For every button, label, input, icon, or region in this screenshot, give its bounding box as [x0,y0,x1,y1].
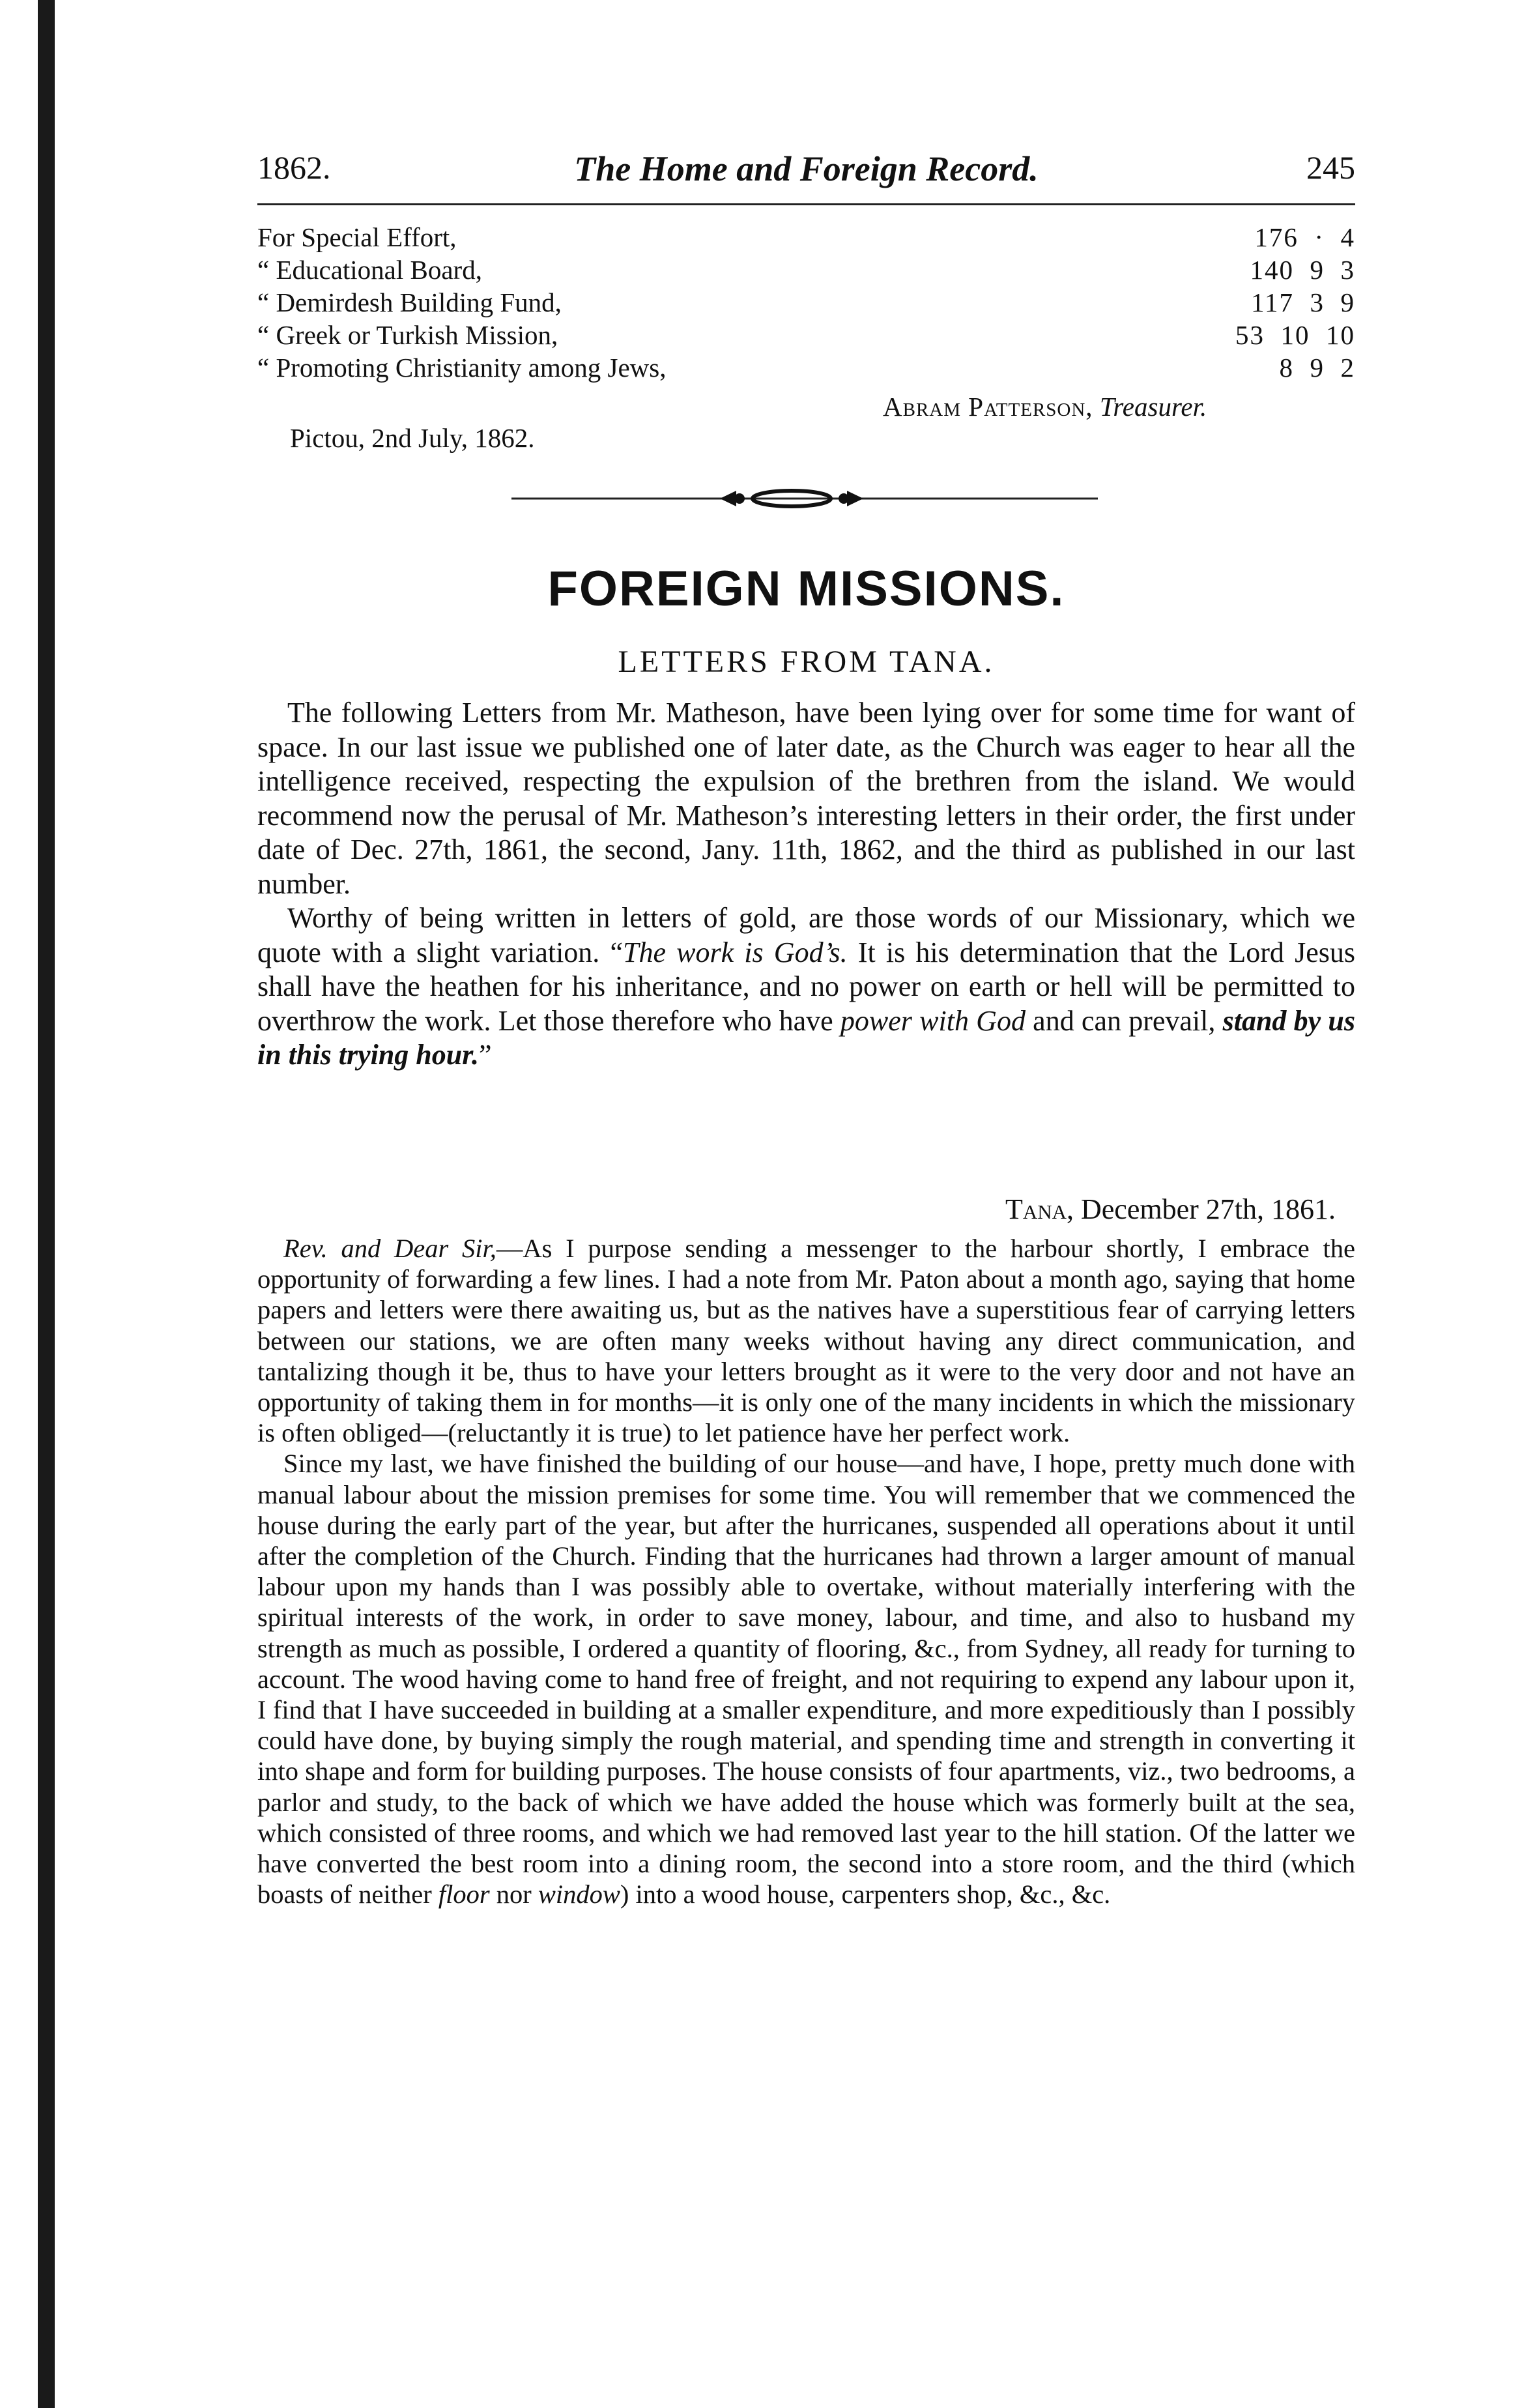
header-year: 1862. [257,149,331,186]
intro-text [257,696,1355,1073]
account-row [257,254,1355,287]
dateline: Pictou, 2nd July, 1862. [290,423,535,453]
header-rule [257,203,1355,205]
journal-title: The Home and Foreign Record. [574,149,1039,188]
account-row [257,287,1355,319]
italic-quote: The work is God’s. [622,936,848,968]
account-amount: 117 3 9 [1251,287,1355,317]
italic-word: floor [438,1879,490,1909]
account-amount: 8 9 2 [1279,353,1355,383]
account-amount: 53 10 10 [1235,320,1355,350]
ornamental-divider [511,486,1098,512]
text-run: It is his determination that the Lord Jesus shall have the heathen for his inheritance, and no power on earth or hell will be permitted to overthrow the work. Let those therefore who have [257,936,1355,1037]
page-binding-edge [38,0,55,2408]
account-row [257,222,1355,254]
salutation: Rev. and Dear Sir, [283,1234,496,1263]
account-label: “ Demirdesh Building Fund, [257,287,562,317]
emphasis-phrase: stand by us in this trying hour. [257,1004,1355,1071]
section-subtitle: LETTERS FROM TANA. [618,645,995,679]
account-label: “ Greek or Turkish Mission, [257,320,558,350]
treasurer-signature [883,391,1207,422]
italic-word: window [538,1879,620,1909]
account-amount: 176 · 4 [1254,222,1355,252]
text-run: ) into a wood house, carpenters shop, &c., &c. [620,1879,1111,1909]
page-number: 245 [1306,149,1355,186]
account-row [257,352,1355,384]
treasurer-role: Treasurer. [1099,392,1207,422]
letter-dateline [1005,1193,1336,1226]
section-title: FOREIGN MISSIONS. [547,561,1065,617]
text-run: and can prevail, [1025,1004,1223,1037]
text-run: Since my last, we have finished the building of our house—and have, I hope, pretty much done with manual labour about the mission premises for some time. You will remember that we commenced the house during the early part of the year, but after the hurricanes, suspended all operations about it until after the completion of the Church. Finding that the hurricanes had thrown a larger amount of manual labour upon my hands than I was possibly able to overtake, without materially interfering with the spiritual interests of the work, in order to save money, labour, and time, and also to husband my strength as much as possible, I ordered a quantity of flooring, &c., from Sydney, all ready for turning to account. The wood having come to hand free of freight, and not requiring to expend any labour upon it, I find that I have succeeded in building at a smaller expenditure, and more expeditiously than I possibly could have done, by buying simply the rough material, and spending time and strength in converting it into shape and form for building purposes. The house consists of four apartments, viz., two bedrooms, a parlor and study, to the back of which we have added the house which was formerly built at the sea, which consisted of three rooms, and which we had removed last year to the hill station. Of the latter we have converted the best room into a dining room, the second into a store room, and the third (which boasts of neither [257,1449,1355,1909]
account-label: For Special Effort, [257,222,457,252]
treasurer-name: Abram Patterson, [883,392,1093,422]
letter-paragraph [257,1233,1355,1448]
text-run: Worthy of being written in letters of gold, are those words of our Missionary, which we quote with a slight variation. “ [257,902,1355,968]
intro-paragraph: The following Letters from Mr. Matheson, have been lying over for some time for want of space. In our last issue we published one of later date, as the Church was eager to hear all the intelligence received, respecting the expulsion of the brethren from the island. We would recommend now the perusal of Mr. Matheson’s interesting letters in their order, the first under date of Dec. 27th, 1861, the second, Jany. 11th, 1862, and the third as published in our last number. [257,697,1355,900]
text-run: nor [489,1879,538,1909]
running-header [257,149,1355,194]
letter-paragraph [257,1448,1355,1909]
letter-place: Tana, [1005,1193,1074,1225]
intro-paragraph [257,901,1355,1073]
account-label: “ Educational Board, [257,255,482,285]
text-run: —As I purpose sending a messenger to the harbour shortly, I embrace the opportunity of forwarding a few lines. I had a note from Mr. Paton about a month ago, saying that home papers and letters were there awaiting us, but as the natives have a superstitious fear of carrying letters between our stations, we are often many weeks without having any direct communication, and tantalizing though it be, thus to have your letters brought as it were to the very door and not have an opportunity of taking them in for months—it is only one of the many incidents in which the missionary is often obliged—(reluctantly it is true) to let patience have her perfect work. [257,1234,1355,1448]
text-run: ” [478,1039,492,1071]
italic-phrase: power with God [840,1004,1026,1037]
account-row [257,319,1355,352]
account-amount: 140 9 3 [1250,255,1355,285]
letter-body [257,1233,1355,1909]
account-label: “ Promoting Christianity among Jews, [257,353,667,383]
letter-date: December 27th, 1861. [1074,1193,1336,1225]
accounts-list [257,222,1355,384]
